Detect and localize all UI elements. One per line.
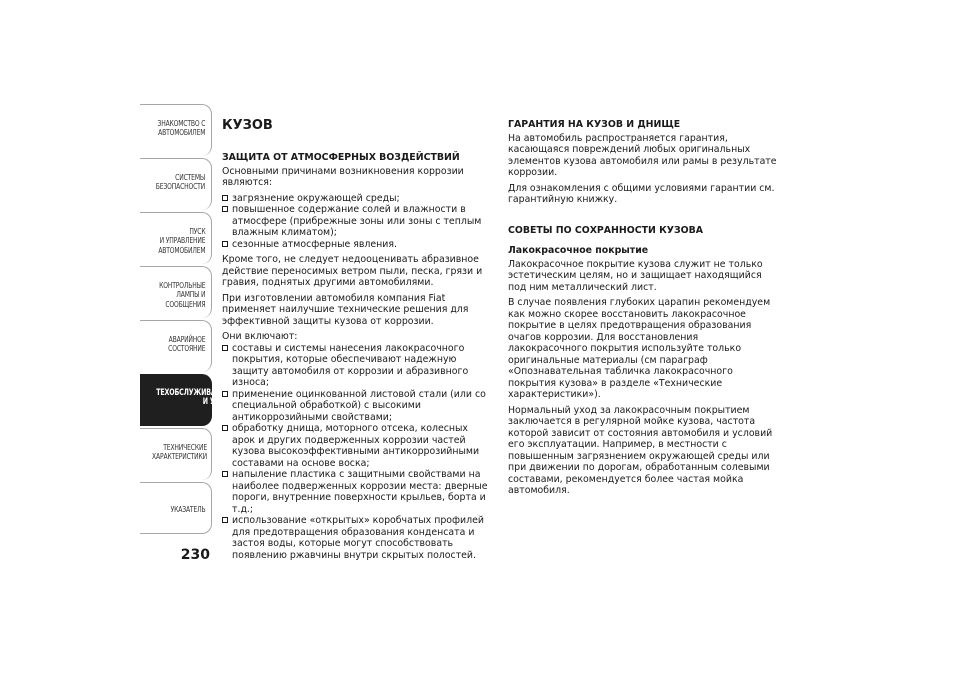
tab-label: ЗНАКОМСТВО С АВТОМОБИЛЕМ — [157, 118, 205, 138]
tab-vehicle-intro[interactable] — [140, 104, 212, 156]
checkbox-bullet-icon — [222, 425, 228, 431]
checkbox-bullet-icon — [222, 391, 228, 397]
page-title: КУЗОВ — [222, 118, 273, 133]
tab-safety-systems[interactable] — [140, 158, 212, 210]
paragraph: Кроме того, не следует недооценивать абразивное действие переносимых ветром пыли, песка, грязи и гравия, поднятых другими автомобилями. — [222, 254, 483, 288]
paragraph: Основными причинами возникновения коррозии являются: — [222, 165, 464, 188]
list-item: составы и системы нанесения лакокрасочного покрытия, которые обеспечивают надежную защиту автомобиля от коррозии и абразивного износа; — [222, 343, 492, 389]
tab-warning-lights[interactable] — [140, 266, 212, 318]
left-column — [222, 119, 492, 565]
causes-list — [222, 193, 492, 251]
list-item: использование «открытых» коробчатых профилей для предотвращения образования конденсата и застоя воды, которые могут способствовать появлению ржавчины внутри скрытых полостей. — [222, 515, 492, 561]
section-heading: СОВЕТЫ ПО СОХРАННОСТИ КУЗОВА — [508, 224, 704, 236]
measures-list — [222, 343, 492, 562]
tab-label: УКАЗАТЕЛЬ — [170, 504, 205, 514]
tab-starting-driving[interactable] — [140, 212, 212, 264]
checkbox-bullet-icon — [222, 206, 228, 212]
section-heading: ГАРАНТИЯ НА КУЗОВ И ДНИЩЕ — [508, 119, 681, 130]
page-number: 230 — [180, 547, 210, 563]
tab-index[interactable] — [140, 482, 212, 534]
paragraph: При изготовлении автомобиля компания Fiat применяет наилучшие технические решения для эффективной защиты кузова от коррозии. — [222, 292, 469, 327]
list-item: применение оцинкованной листовой стали (или со специальной обработкой) с высокими антикоррозийными свойствами; — [222, 389, 492, 424]
tab-maintenance-care[interactable] — [140, 374, 231, 426]
checkbox-bullet-icon — [222, 517, 228, 523]
list-item: загрязнение окружающей среды; — [222, 193, 492, 205]
section-heading: ЗАЩИТА ОТ АТМОСФЕРНЫХ ВОЗДЕЙСТВИЙ — [222, 152, 460, 163]
checkbox-bullet-icon — [222, 471, 228, 477]
tab-technical-specs[interactable] — [140, 428, 212, 480]
paragraph: Они включают: — [222, 331, 298, 342]
list-item: напыление пластика с защитными свойствами на наиболее подверженных коррозии места: дверные пороги, внутренние поверхности крыльев, борта и т.д.; — [222, 469, 492, 515]
tab-label: ТЕХНИЧЕСКИЕ ХАРАКТЕРИСТИКИ — [152, 442, 207, 462]
section-tabs — [140, 104, 231, 536]
right-column — [508, 119, 780, 501]
tab-label: ТЕХОБСЛУЖИВАНИЕ И УХОД — [156, 388, 231, 408]
tab-emergency[interactable] — [140, 320, 212, 372]
tab-label: КОНТРОЛЬНЫЕ ЛАМПЫ И СООБЩЕНИЯ — [158, 280, 205, 309]
tab-label: АВАРИЙНОЕ СОСТОЯНИЕ — [167, 334, 205, 354]
subsection-heading: Лакокрасочное покрытие — [508, 245, 649, 256]
checkbox-bullet-icon — [222, 345, 228, 351]
list-item: сезонные атмосферные явления. — [222, 239, 492, 251]
tab-label: СИСТЕМЫ БЕЗОПАСНОСТИ — [155, 172, 205, 192]
checkbox-bullet-icon — [222, 195, 228, 201]
paragraph: Для ознакомления с общими условиями гарантии см. гарантийную книжку. — [508, 182, 775, 205]
paragraph: В случае появления глубоких царапин рекомендуем как можно скорее восстановить лакокрасочное покрытие в целях предотвращения образования очагов коррозии. Для восстановления лакокрасочного покрытия используйте только оригинальные материалы (см параграф «Опознавательная табличка лакокрасочного покрытия кузова» в разделе «Технические характеристики»). — [508, 297, 771, 400]
tab-label: ПУСК И УПРАВЛЕНИЕ АВТОМОБИЛЕМ — [157, 226, 205, 255]
paragraph: Нормальный уход за лакокрасочным покрытием заключается в регулярной мойке кузова, частота которой зависит от состояния автомобиля и условий его эксплуатации. Например, в местности с повышенным загрязнением окружающей среды или при движении по дорогам, обработанным солевыми составами, рекомендуется более частая мойка автомобиля. — [508, 404, 773, 496]
checkbox-bullet-icon — [222, 241, 228, 247]
list-item: обработку днища, моторного отсека, колесных арок и других подверженных коррозии частей кузова высокоэффективными антикоррозийными составами на основе воска; — [222, 423, 492, 469]
list-item: повышенное содержание солей и влажности в атмосфере (прибрежные зоны или зоны с теплым влажным климатом); — [222, 204, 492, 239]
paragraph: На автомобиль распространяется гарантия, касающаяся повреждений любых оригинальных элементов кузова автомобиля или рамы в результате коррозии. — [508, 132, 777, 178]
paragraph: Лакокрасочное покрытие кузова служит не только эстетическим целям, но и защищает находящийся под ним металлический лист. — [508, 258, 763, 293]
